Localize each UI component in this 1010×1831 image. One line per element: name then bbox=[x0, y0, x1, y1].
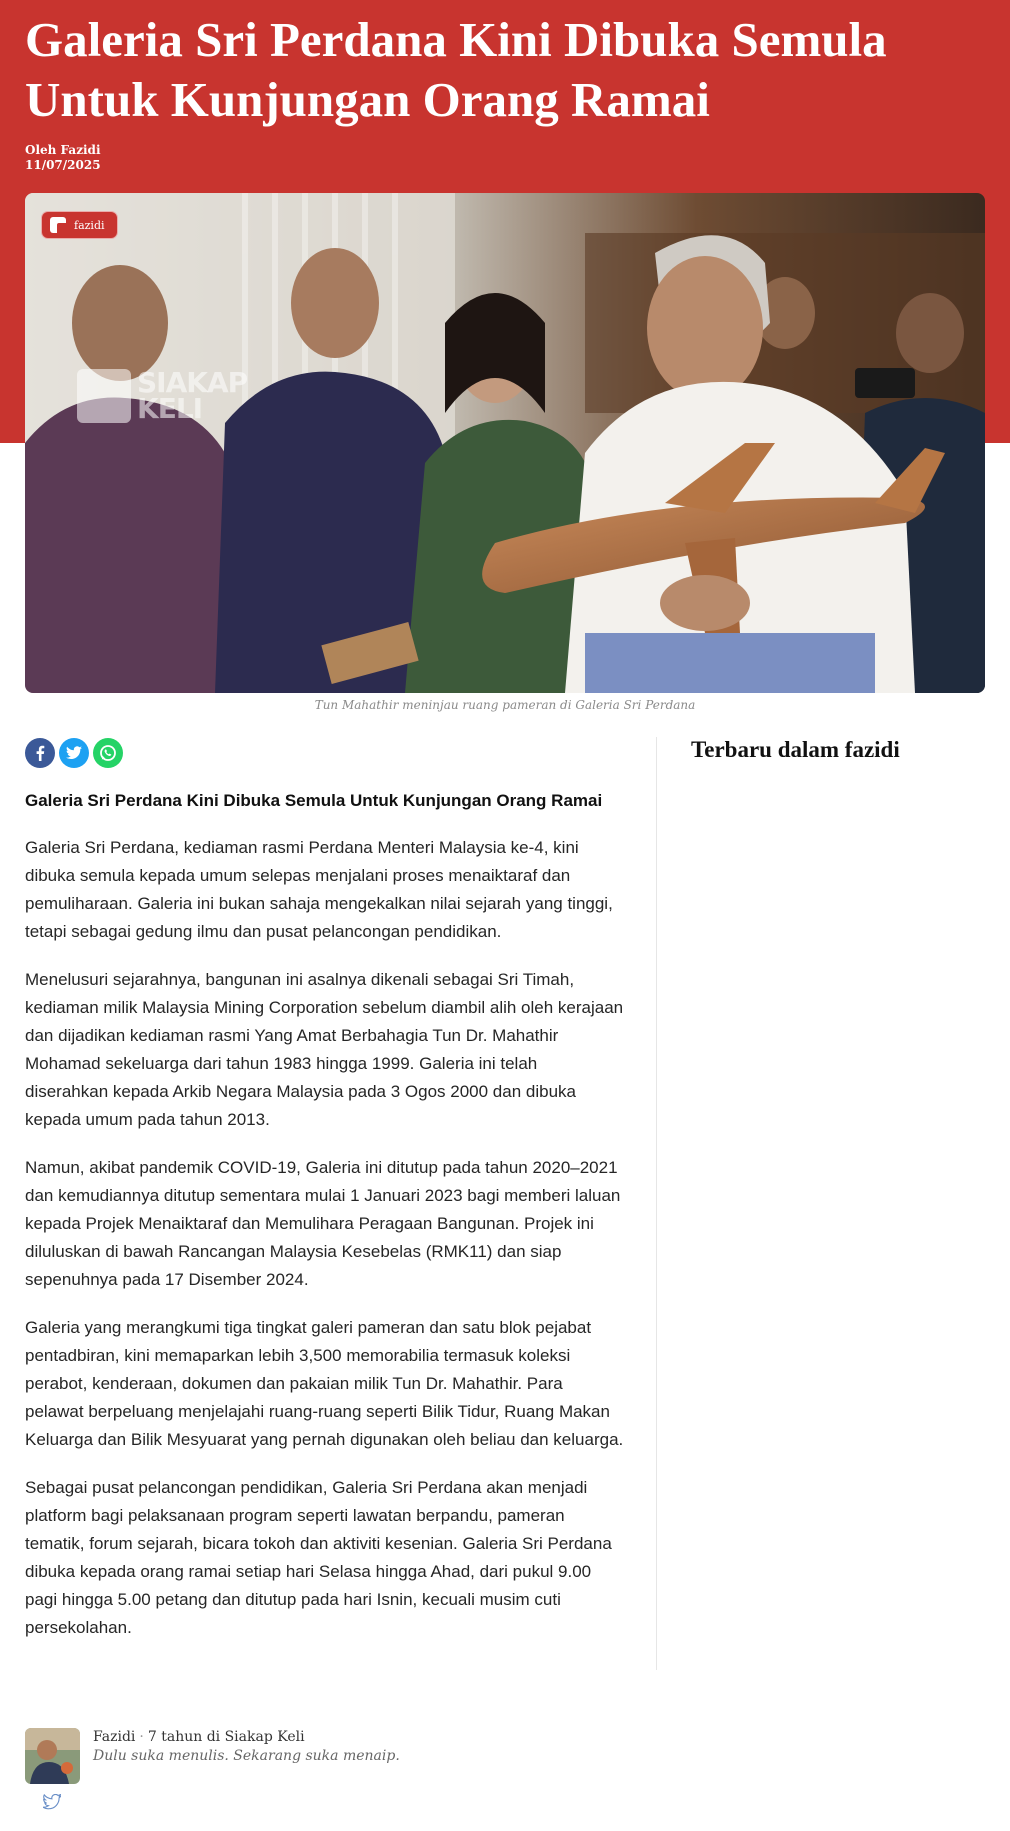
byline bbox=[25, 143, 101, 173]
article-lead: Galeria Sri Perdana Kini Dibuka Semula Untuk Kunjungan Orang Ramai bbox=[25, 791, 603, 810]
twitter-share-button[interactable] bbox=[59, 738, 89, 768]
author-name[interactable]: Fazidi bbox=[93, 1729, 136, 1745]
sidebar-title: Terbaru dalam fazidi bbox=[691, 737, 900, 762]
twitter-icon bbox=[66, 746, 82, 760]
sidebar-divider bbox=[656, 737, 657, 1670]
photo-caption: Tun Mahathir meninjau ruang pameran di Galeria Sri Perdana bbox=[314, 698, 696, 712]
watermark-logo-icon bbox=[77, 369, 131, 423]
facebook-share-button[interactable] bbox=[25, 738, 55, 768]
siakap-keli-logo-icon bbox=[50, 217, 66, 233]
author-avatar-image bbox=[25, 1728, 80, 1784]
facebook-icon bbox=[33, 745, 47, 761]
article-paragraph: Galeria yang merangkumi tiga tingkat galeri pameran dan satu blok pejabat pentadbiran, kini memaparkan lebih 3,500 memorabilia termasuk koleksi perabot, kenderaan, dokumen dan pakaian milik Tun Dr. Mahathir. Para pelawat berpeluang menjelajahi ruang-ruang seperti Bilik Tidur, Ruang Makan Keluarga dan Bilik Mesyuarat yang pernah digunakan oleh beliau dan keluarga. bbox=[25, 1318, 624, 1449]
watermark-text: SIAKAP KELI bbox=[137, 366, 248, 425]
share-buttons bbox=[25, 738, 123, 768]
article-paragraph: Galeria Sri Perdana, kediaman rasmi Perdana Menteri Malaysia ke-4, kini dibuka semula kepada umum selepas menjalani proses menaiktaraf dan pemuliharaan. Galeria ini bukan sahaja mengekalkan nilai sejarah yang tinggi, tetapi sebagai gedung ilmu dan pusat pelancongan pendidikan. bbox=[25, 838, 613, 941]
author-box bbox=[25, 1728, 625, 1818]
author-twitter-icon[interactable] bbox=[43, 1794, 61, 1810]
featured-photo bbox=[25, 193, 985, 693]
category-badge-label: fazidi bbox=[74, 218, 105, 232]
article-paragraph: Menelusuri sejarahnya, bangunan ini asalnya dikenali sebagai Sri Timah, kediaman milik Malaysia Mining Corporation sebelum diambil alih oleh kerajaan dan dijadikan kediaman rasmi Yang Amat Berbahagia Tun Dr. Mahathir Mohamad sekeluarga dari tahun 1983 hingga 1999. Galeria ini telah diserahkan kepada Arkib Negara Malaysia pada 3 Ogos 2000 dan dibuka kepada umum pada tahun 2013. bbox=[25, 970, 624, 1129]
featured-photo-image bbox=[25, 193, 985, 693]
whatsapp-share-button[interactable] bbox=[93, 738, 123, 768]
category-badge[interactable] bbox=[41, 211, 118, 239]
author-tenure: 7 tahun di Siakap Keli bbox=[147, 1729, 305, 1745]
author-bio: Dulu suka menulis. Sekarang suka menaip. bbox=[93, 1748, 400, 1764]
article-body bbox=[25, 788, 625, 1662]
article-paragraph: Namun, akibat pandemik COVID-19, Galeria ini ditutup pada tahun 2020–2021 dan kemudiannya ditutup sementara mulai 1 Januari 2023 bagi memberi laluan kepada Projek Menaiktaraf dan Memulihara Peragaan Bangunan. Projek ini diluluskan di bawah Rancangan Malaysia Kesebelas (RMK11) dan siap sepenuhnya pada 17 Disember 2024. bbox=[25, 1158, 621, 1289]
article-paragraph: Sebagai pusat pelancongan pendidikan, Galeria Sri Perdana akan menjadi platform bagi pelaksanaan program seperti lawatan berpandu, pameran tematik, forum sejarah, bicara tokoh dan aktiviti kesenian. Galeria Sri Perdana dibuka kepada orang ramai setiap hari Selasa hingga Ahad, dari pukul 9.00 pagi hingga 5.00 petang dan ditutup pada hari Isnin, kecuali musim cuti persekolahan. bbox=[25, 1478, 612, 1637]
author-line[interactable]: Oleh Fazidi bbox=[25, 143, 101, 157]
meta-separator: · bbox=[139, 1729, 144, 1745]
author-avatar[interactable] bbox=[25, 1728, 80, 1784]
article-title: Galeria Sri Perdana Kini Dibuka Semula Untuk Kunjungan Orang Ramai bbox=[25, 12, 887, 127]
whatsapp-icon bbox=[99, 744, 117, 762]
photo-watermark bbox=[77, 366, 287, 425]
publish-date: 11/07/2025 bbox=[25, 158, 101, 172]
author-meta bbox=[93, 1728, 305, 1747]
